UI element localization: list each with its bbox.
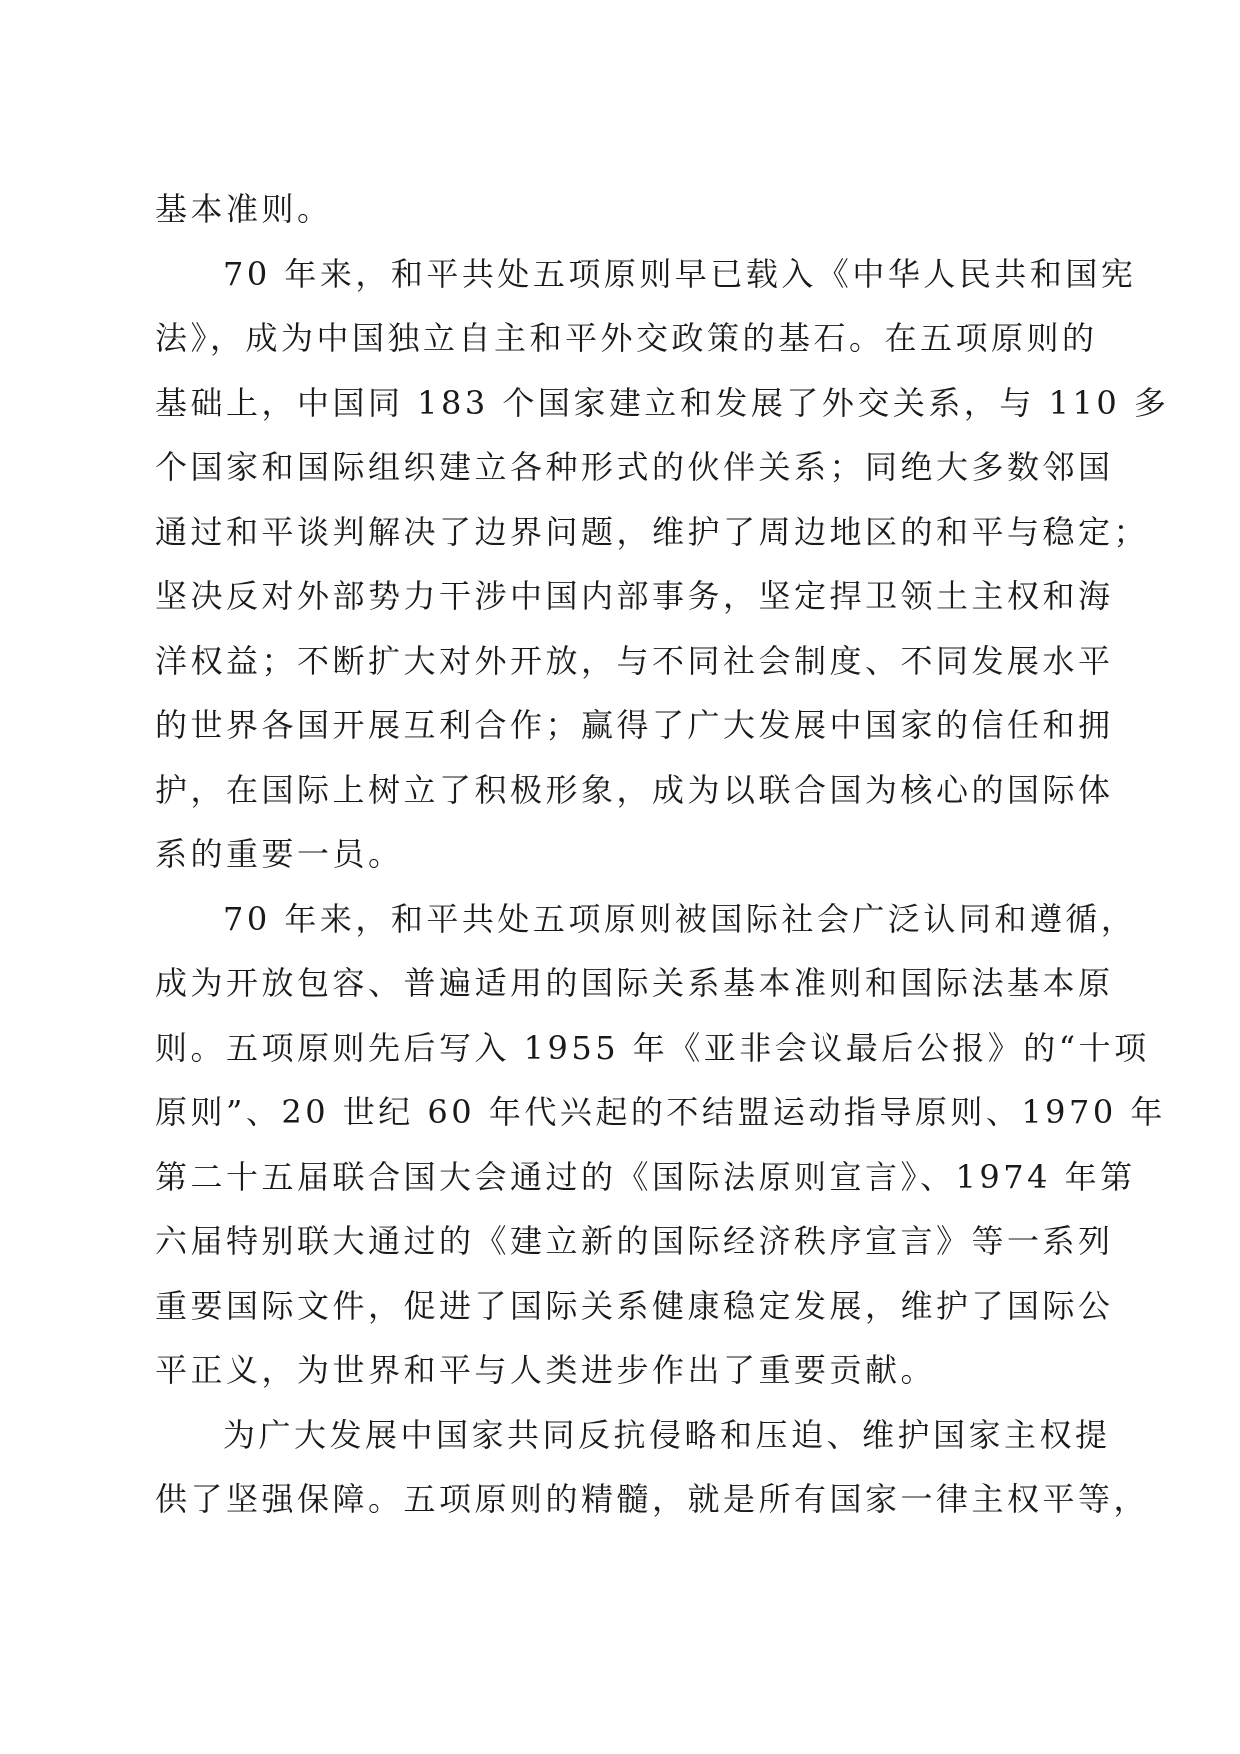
text-line: 通过和平谈判解决了边界问题，维护了周边地区的和平与稳定；	[155, 512, 1150, 551]
text-line: 第二十五届联合国大会通过的《国际法原则宣言》、1974 年第	[155, 1157, 1136, 1196]
text-line: 洋权益；不断扩大对外开放，与不同社会制度、不同发展水平	[155, 641, 1114, 680]
text-line: 护，在国际上树立了积极形象，成为以联合国为核心的国际体	[155, 770, 1114, 809]
text-line: 系的重要一员。	[155, 835, 404, 873]
text-line: 原则”、20 世纪 60 年代兴起的不结盟运动指导原则、1970 年	[155, 1093, 1166, 1131]
text-line: 70 年来，和平共处五项原则被国际社会广泛认同和遵循，	[223, 899, 1137, 938]
text-line: 为广大发展中国家共同反抗侵略和压迫、维护国家主权提	[223, 1415, 1111, 1454]
text-line: 重要国际文件，促进了国际关系健康稳定发展，维护了国际公	[155, 1286, 1114, 1325]
text-line: 则。五项原则先后写入 1955 年《亚非会议最后公报》的“十项	[155, 1028, 1150, 1067]
text-line: 基础上，中国同 183 个国家建立和发展了外交关系，与 110 多	[155, 383, 1170, 422]
text-line: 70 年来，和平共处五项原则早已载入《中华人民共和国宪	[223, 254, 1137, 293]
text-line: 平正义，为世界和平与人类进步作出了重要贡献。	[155, 1351, 937, 1389]
text-line: 成为开放包容、普遍适用的国际关系基本准则和国际法基本原	[155, 964, 1114, 1002]
document-body	[155, 177, 1170, 1532]
text-line: 法》，成为中国独立自主和平外交政策的基石。在五项原则的	[155, 319, 1098, 357]
text-line: 个国家和国际组织建立各种形式的伙伴关系；同绝大多数邻国	[155, 448, 1114, 486]
text-line: 供了坚强保障。五项原则的精髓，就是所有国家一律主权平等，	[155, 1480, 1150, 1518]
text-line: 六届特别联大通过的《建立新的国际经济秩序宣言》等一系列	[155, 1222, 1114, 1260]
text-line: 坚决反对外部势力干涉中国内部事务，坚定捍卫领土主权和海	[155, 577, 1114, 615]
text-line: 的世界各国开展互利合作；赢得了广大发展中国家的信任和拥	[155, 706, 1114, 744]
text-line: 基本准则。	[155, 190, 333, 228]
